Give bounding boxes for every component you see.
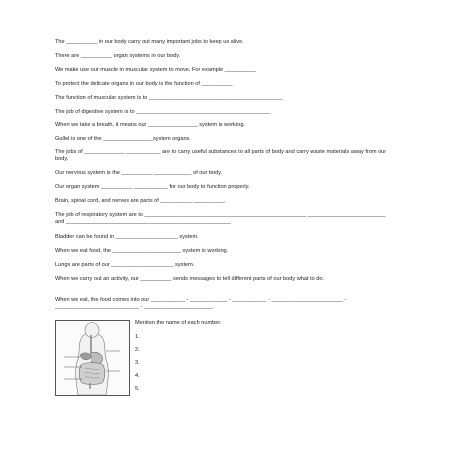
question-4: To protect the delicate organs in our body is the function of __________ xyxy=(55,81,233,87)
digestive-system-illustration xyxy=(56,321,129,395)
question-7: When we take a breath, it means our ________________ system is working. xyxy=(55,122,245,128)
question-9: The jobs of _____________ ___________ are to carry useful substances to all parts of body and carry waste materials away from our body. xyxy=(55,149,388,162)
question-5: The function of muscular system is to ___________________________________________ xyxy=(55,95,283,101)
answer-line-1: 1. xyxy=(135,334,140,340)
question-10: Our nervous system is the __________ ____________ of our body. xyxy=(55,170,223,176)
question-15: When we eat food, the ______________________ system is working. xyxy=(55,248,229,254)
digestive-system-diagram xyxy=(55,320,130,396)
question-16: Lungs are parts of our ____________________ system. xyxy=(55,262,195,268)
question-12: Brain, spinal cord, and nerves are parts of __________ __________. xyxy=(55,198,226,204)
question-6: The job of digestive system is to ___________________________________________ xyxy=(55,109,270,115)
question-2: There are __________ organ systems in our body. xyxy=(55,53,181,59)
question-14: Bladder can be found in ____________________ system. xyxy=(55,234,199,240)
diagram-instruction: Mention the name of each number. xyxy=(135,320,222,326)
answer-line-2: 2. xyxy=(135,347,140,353)
question-8: Gullet is one of the ________________system organs. xyxy=(55,136,191,142)
answer-line-3: 3. xyxy=(135,360,140,366)
question-17: When we carry out an activity, our __________ sends messages to tell different parts of our body what to do. xyxy=(55,276,325,282)
answer-line-4: 4. xyxy=(135,373,140,379)
question-1: The __________ in our body carry out many important jobs to keep us alive. xyxy=(55,39,244,45)
question-11: Our organ system __________ ___________ for our body to function properly. xyxy=(55,184,250,190)
question-3: We make use our muscle in muscular system to move. For example __________ xyxy=(55,67,256,73)
question-13: The job of respiratory system are to ____________________________________________________ _________________________ and _____________________________________________________ xyxy=(55,212,388,225)
answer-line-5: 5. xyxy=(135,386,140,392)
question-18: When we eat, the food comes into our ___________ - ____________ - ___________ - _______________________ - ___________________________ - ______________________. xyxy=(55,297,348,310)
